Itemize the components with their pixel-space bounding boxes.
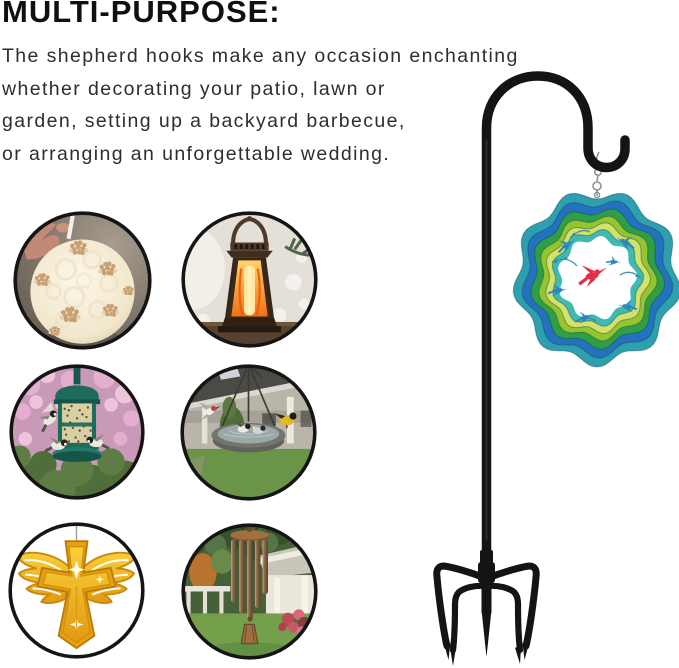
description-line: The shepherd hooks make any occasion enchanting (2, 45, 519, 67)
description-line: whether decorating your patio, lawn or (2, 77, 386, 100)
five-prong-base (437, 550, 536, 666)
wind-spinner (513, 192, 679, 367)
page-title: MULTI-PURPOSE: (2, 0, 281, 29)
description-line: garden, setting up a backyard barbecue, (2, 110, 406, 133)
description-line: or arranging an unforgettable wedding. (2, 142, 391, 165)
